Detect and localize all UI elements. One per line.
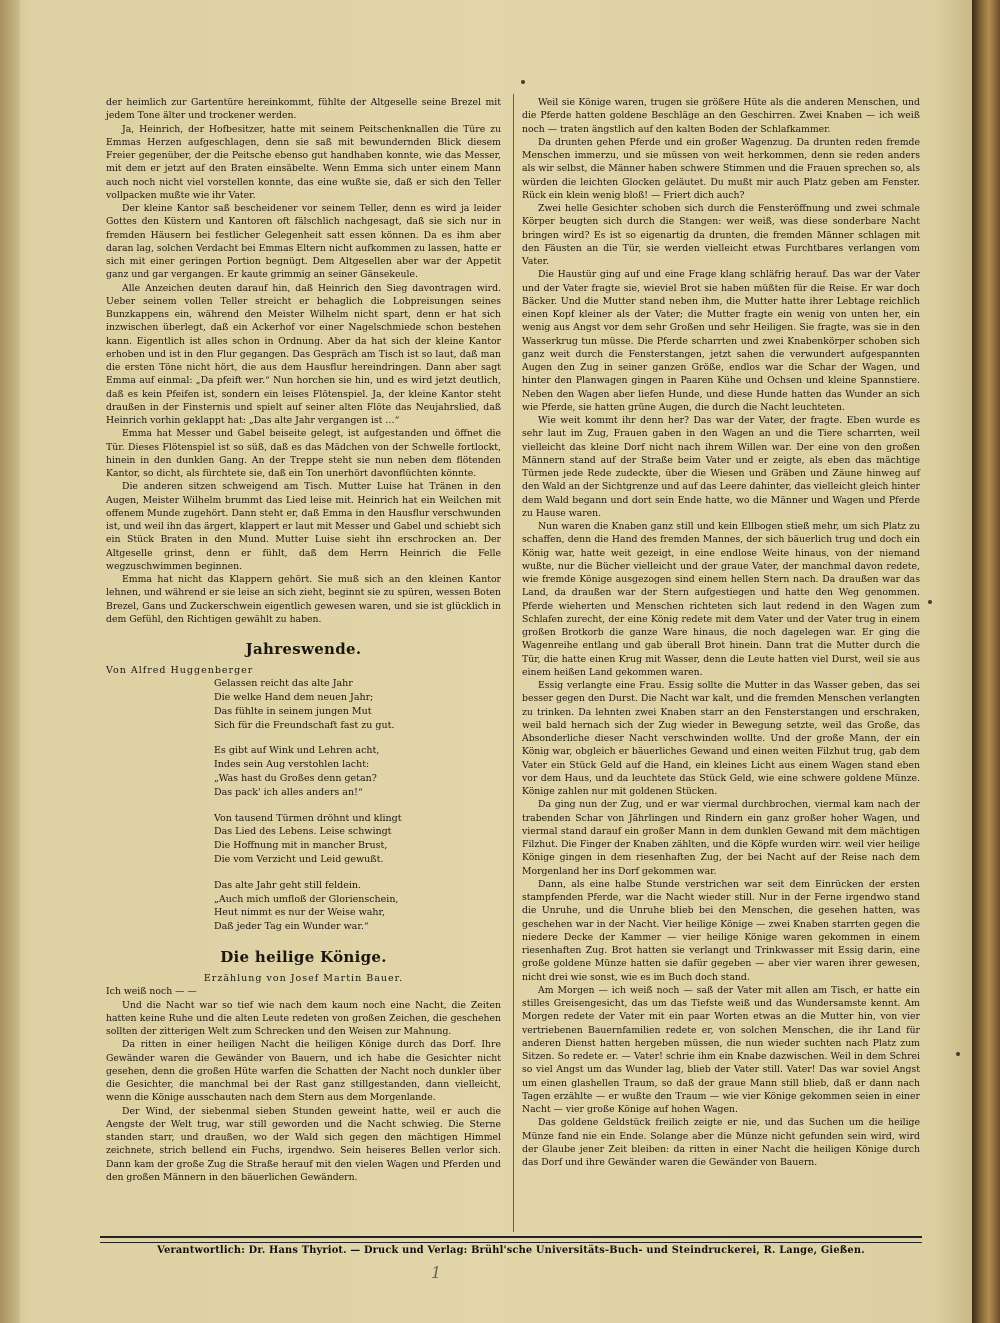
poem-line: Es gibt auf Wink und Lehren acht, (214, 745, 380, 757)
poem-stanza (214, 744, 501, 799)
poem-line: Die Hoffnung mit in mancher Brust, (214, 840, 388, 852)
paragraph: Weil sie Könige waren, trugen sie größere Hüte als die anderen Menschen, und die Pferde hatten goldene Beschläge an den Geschirren. Zwei Knaben — ich weiß noch — traten ängstlich auf den kalten Boden der Schlafkammer. (522, 97, 920, 135)
poem-line: Heut nimmt es nur der Weise wahr, (214, 907, 386, 919)
publisher-imprint: Verantwortlich: Dr. Hans Thyriot. — Druck und Verlag: Brühl'sche Universitäts-Buch- und Steindruckerei, R. Lange, Gießen. (157, 1245, 865, 1256)
poem-stanza (214, 879, 501, 934)
right-column (522, 96, 920, 1169)
print-speck (521, 80, 525, 84)
paragraph: Und die Nacht war so tief wie nach dem kaum noch eine Nacht, die Zeiten hatten keine Ruhe und die alten Leute redeten von großen Zeichen, die geschehen sollten der zitterigen Welt zum Schrecken und den Weisen zur Mahnung. (106, 999, 501, 1037)
poem-line: Das pack' ich alles anders an!“ (214, 786, 363, 798)
paragraph: Ja, Heinrich, der Hofbesitzer, hatte mit seinem Peitschenknallen die Türe zu Emmas Herzen aufgeschlagen, denn sie saß mit bewundernden Blick diesem Freier gegenüber, der die Peitsche ebenso gut handhaben konnte, wie das Messer, mit dem er jetzt auf den Braten einsäbelte. Wenn Emma sich unter einem Mann auch noch nicht viel vorstellen konnte, das eine wußte sie, daß er sich den Teller vollpacken mußte wie ihr Vater. (106, 123, 501, 201)
paragraph: Die Haustür ging auf und eine Frage klang schläfrig herauf. Das war der Vater und der Vater fragte sie, wieviel Brot sie haben müßten für die Reise. Er war doch Bäcker. Und die Mutter stand neben ihm, die Mutter hatte ihrer Lebtage reichlich einen Kopf kleiner als der Vater; die Mutter fragte ein wenig von unten her, ein wenig aus Angst vor dem sehr Großen und sehr Heiligen. Sie fragte, was sie in den Wasserkrug tun müsse. Die Pferde scharrten und zwei Knabenkörper schoben sich ganz weit durch die Fensterstangen, jetzt sahen die verwundert aufgespannten Augen den Zug in seiner ganzen Größe, endlos war die Schar der Wagen, und hinter den Planwagen gingen in Paaren Kühe und Ochsen und kleine Spannstiere. Neben den Wagen aber liefen Hunde, und diese Hunde hatten das Wunder an sich wie Pferde, sie hatten grüne Augen, die durch die Nacht leuchteten. (522, 269, 920, 413)
story-title: Die heilige Könige. (220, 948, 387, 966)
paragraph: Der kleine Kantor saß bescheidener vor seinem Teller, denn es wird ja leider Gottes den Küstern und Kantoren oft fälschlich nachgesagt, daß sie sich nur in fremden Häusern bei festlicher Gelegenheit satt essen können. Da es ihm aber daran lag, solchen Verdacht bei Emmas Eltern nicht aufkommen zu lassen, hatte er sich mit einer geringen Portion begnügt. Dem Altgesellen aber war der Appetit ganz und gar vergangen. Er kaute grimmig an seiner Gänsekeule. (106, 203, 501, 281)
footer-rule (100, 1236, 922, 1238)
poem-line: Sich für die Freundschaft fast zu gut. (214, 719, 395, 731)
print-speck (956, 1052, 960, 1056)
poem-stanza (214, 677, 501, 732)
paragraph: Ich weiß noch — — (106, 986, 197, 998)
page-mark: 1 (431, 1263, 442, 1282)
paragraph: Alle Anzeichen deuten darauf hin, daß Heinrich den Sieg davontragen wird. Ueber seinem vollen Teller streicht er behaglich die Lobpreisungen seines Bunzkappens ein, während den Meister Wilhelm nicht spart, denn er hat sich inzwischen überlegt, daß ein Ackerhof vor einer Nagelschmiede schon bestehen kann. Eigentlich ist alles schon in Ordnung. Aber da hat sich der kleine Kantor erhoben und ist in den Flur gegangen. Das Gespräch am Tisch ist so laut, daß man die ersten Töne nicht hört, die aus dem Hausflur hereindringen. Dann aber sagt Emma auf einmal: „Da pfeift wer.“ Nun horchen sie hin, und es wird jetzt deutlich, daß es kein Pfeifen ist, sondern ein leises Flötenspiel. Ja, der kleine Kantor steht draußen in der Finsternis und spielt auf seiner alten Flöte das Neujahrslied, daß Heinrich vorhin geklappt hat: „Das alte Jahr vergangen ist …“ (106, 282, 501, 426)
left-column (106, 96, 501, 1184)
poem-line: „Was hast du Großes denn getan? (214, 773, 377, 785)
paragraph: Der Wind, der siebenmal sieben Stunden geweint hatte, weil er auch die Aengste der Welt trug, war still geworden und die Nacht schwieg. Die Sterne standen starr, und draußen, wo der Wald sich gegen den mächtigen Himmel zeichnete, strich bellend ein Fuchs, irgendwo. Sein heiseres Bellen verlor sich. Dann kam der große Zug die Straße herauf mit den vielen Wagen und Pferden und den großen Männern in den bäuerlichen Gewändern. (106, 1105, 501, 1183)
poem-line: Indes sein Aug verstohlen lacht: (214, 759, 370, 771)
poem-line: Das alte Jahr geht still feldein. (214, 879, 362, 891)
paragraph: Da drunten gehen Pferde und ein großer Wagenzug. Da drunten reden fremde Menschen immerzu, und sie müssen von weit herkommen, denn sie reden anders als wir selbst, die Männer haben schwere Stimmen und die Frauen sprechen so, als würden die leichten Glocken geläutet. Du mußt mir auch Platz geben am Fenster. Rück ein klein wenig bloß! — Friert dich auch? (522, 136, 920, 201)
poem-line: Gelassen reicht das alte Jahr (214, 678, 353, 690)
poem-line: Die vom Verzicht und Leid gewußt. (214, 854, 384, 866)
paragraph: Dann, als eine halbe Stunde verstrichen war seit dem Einrücken der ersten stampfenden Pferde, war die Nacht wieder still. Nur in der Ferne irgendwo stand die Unruhe, und die Unruhe blieb bei den Menschen, die gesehen hatten, was geschehen war in der Nacht. Vier heilige Könige — zwei Knaben starrten gegen die niedere Decke der Kammer — vier heilige Könige waren gekommen in einem riesenhaften Zug. Brot hatten sie verlangt und Trinkwasser mit Essig darin, eine große goldene Münze hatten sie dafür gegeben — aber vier waren ihrer gewesen, nicht drei wie sonst, wie es im Buch doch stand. (522, 878, 920, 983)
poem-line: Die welke Hand dem neuen Jahr; (214, 692, 374, 704)
poem-line: „Auch mich umfloß der Glorienschein, (214, 893, 399, 905)
paragraph: Wie weit kommt ihr denn her? Das war der Vater, der fragte. Eben wurde es sehr laut im Zug, Frauen gaben in den Wagen an und die Tiere scharrten, weil vielleicht das kleine Dorf nicht nach ihrem Willen war. Der eine von den großen Männern stand auf der Straße beim Vater und er zeigte, als eben das mächtige Türmen jede Rede zudeckte, über die Wiesen und Gräben und Zäune hinweg auf den Wald an der Sichtgrenze und auf das Leere dahinter, das vielleicht gleich hinter dem Wald begann und dort sein Ende hatte, wo die Männer und Wagen und Pferde zu Hause waren. (522, 415, 920, 519)
poem-line: Daß jeder Tag ein Wunder war.“ (214, 921, 369, 933)
paragraph: Emma hat Messer und Gabel beiseite gelegt, ist aufgestanden und öffnet die Tür. Dieses Flötenspiel ist so süß, daß es das Mädchen von der Schwelle fortlockt, hinein in den dunklen Gang. An der Treppe steht sie nun neben dem flötenden Kantor, so dicht, als fürchtete sie, daß ein Ton unerhört davonflüchten könnte. (106, 428, 501, 479)
story-author: Erzählung von Josef Martin Bauer. (203, 973, 404, 984)
paragraph: Essig verlangte eine Frau. Essig sollte die Mutter in das Wasser geben, das sei besser gegen den Durst. Die Nacht war kalt, und die fremden Menschen verlangten zu trinken. Da lehnten zwei Knaben starr an den Fensterstangen und erschraken, weil bald hernach sich der Zug wieder in Bewegung setzte, weil das Große, das Absonderliche dieser Nacht verschwinden wollte. Und der große Mann, der ein König war, obgleich er bäuerliches Gewand und einen weiten Filzhut trug, gab dem Vater ein Stück Geld auf die Hand, ein kleines Licht aus einem Wagen stand eben vor dem Haus, und da leuchtete das Stück Geld, wie eine schwere goldene Münze. Könige zahlen nur mit goldenen Stücken. (522, 680, 920, 797)
poem-line: Von tausend Türmen dröhnt und klingt (214, 812, 402, 824)
poem-stanza (214, 812, 501, 867)
paragraph: Das goldene Geldstück freilich zeigte er nie, und das Suchen um die heilige Münze fand nie ein Ende. Solange aber die Münze nicht gefunden sein wird, wird der Glaube jener Zeit bleiben: da ritten in einer Nacht die heiligen Könige durch das Dorf und ihre Gewänder waren die Gewänder von Bauern. (522, 1117, 920, 1168)
paragraph: Die anderen sitzen schweigend am Tisch. Mutter Luise hat Tränen in den Augen, Meister Wilhelm brummt das Lied leise mit. Heinrich hat ein Weilchen mit offenem Munde zugehört. Dann steht er, daß Emma in den Hausflur verschwunden ist, und weil ihn das ärgert, klappert er laut mit Messer und Gabel und schiebt sich ein Stück Braten in den Mund. Mutter Luise sieht ihn erschrocken an. Der Altgeselle grinst, denn er fühlt, daß dem Herrn Heinrich die Felle wegzuschwimmen beginnen. (106, 481, 501, 572)
paragraph: Emma hat nicht das Klappern gehört. Sie muß sich an den kleinen Kantor lehnen, und während er sie leise an sich zieht, beginnt sie zu spüren, wessen Boten Brezel, Gans und Zuckerschwein eigentlich gewesen waren, und sie ist glücklich in dem Gefühl, den Richtigen gewählt zu haben. (106, 574, 501, 625)
paragraph: der heimlich zur Gartentüre hereinkommt, fühlte der Altgeselle seine Brezel mit jedem Tone älter und trockener werden. (106, 97, 501, 122)
paragraph: Am Morgen — ich weiß noch — saß der Vater mit allen am Tisch, er hatte ein stilles Greisengesicht, das um das Tiefste weiß und das Wundersamste kennt. Am Morgen redete der Vater mit ein paar Worten etwas an die Mutter hin, von vier vertriebenen Bauernfamilien redete er, von solchen Menschen, die ihr Land für anderen Dienst hatten hergeben müssen, die nun wieder suchten nach Platz zum Sitzen. So redete er. — Vater! schrie ihm ein Knabe dazwischen. Weil in dem Schrei so viel Angst um das Wunder lag, blieb der Vater still. Vater! Das war soviel Angst um einen glashellen Traum, so daß der graue Mann still blieb, daß er dann nach Tagen erzählte — er wußte den Traum — wie vier Könige gekommen seien in einer Nacht — vier große Könige auf hohen Wagen. (522, 984, 920, 1115)
book-spine (972, 0, 1000, 1323)
poem-author: Von Alfred Huggenberger (106, 665, 254, 676)
paragraph: Da ging nun der Zug, und er war viermal durchbrochen, viermal kam nach der trabenden Schar von Jährlingen und Rindern ein ganz großer hoher Wagen, und viermal stand darauf ein großer Mann in dem dunklen Gewand mit dem mächtigen Filzhut. Die Finger der Knaben zählten, und die Köpfe wurden wirr. weil vier heilige Könige gingen in dem riesenhaften Zug, der bei Nacht auf der Reise nach dem Morgenland her ins Dorf gekommen war. (522, 799, 920, 877)
paragraph: Nun waren die Knaben ganz still und kein Ellbogen stieß mehr, um sich Platz zu schaffen, denn die Hand des fremden Mannes, der sich bäuerlich trug und doch ein König war, hatte weit gezeigt, in eine endlose Weite hinaus, von der niemand wußte, nur die Bücher vielleicht und der graue Vater, der manchmal davon redete, wie fremde Könige ausgezogen sind einem hellen Stern nach. Da draußen war das Land, da draußen war der Stern aufgestiegen und hatte den Weg genommen. Pferde wieherten und Menschen richteten sich laut redend in den Wagen zum Schlafen zurecht, der eine König redete mit dem Vater und der Vater trug in einem großen Brotkorb die ganze Ware hinaus, die noch dagelegen war. Er ging die Wagenreihe entlang und gab überall Brot hinein. Dann trat die Mutter durch die Tür, die hatte einen Krug mit Wasser, denn die Leute hatten viel Durst, weil sie aus einem heißen Land gekommen waren. (522, 521, 920, 678)
page-left-edge (0, 0, 20, 1323)
poem-title: Jahreswende. (245, 640, 362, 658)
poem-line: Das Lied des Lebens. Leise schwingt (214, 826, 392, 838)
print-speck (928, 600, 932, 604)
poem-line: Das fühlte in seinem jungen Mut (214, 705, 372, 717)
paragraph: Da ritten in einer heiligen Nacht die heiligen Könige durch das Dorf. Ihre Gewänder waren die Gewänder von Bauern, und ich habe die Gesichter nicht gesehen, denn die großen Hüte warfen die Schatten der Nacht noch dunkler über die Gesichter, die manchmal bei der Rast ganz stillgestanden, dann vielleicht, wenn die Könige ausschauten nach dem Stern aus dem Morgenlande. (106, 1039, 501, 1104)
paragraph: Zwei helle Gesichter schoben sich durch die Fensteröffnung und zwei schmale Körper beugten sich durch die Stangen: wer weiß, was diese sonderbare Nacht bringen wird? Es ist so eigenartig da drunten, die fremden Männer schlagen mit den Fäusten an die Tür, sie werden vielleicht etwas Furchtbares verlangen vom Vater. (522, 203, 920, 267)
column-divider (513, 94, 514, 1232)
